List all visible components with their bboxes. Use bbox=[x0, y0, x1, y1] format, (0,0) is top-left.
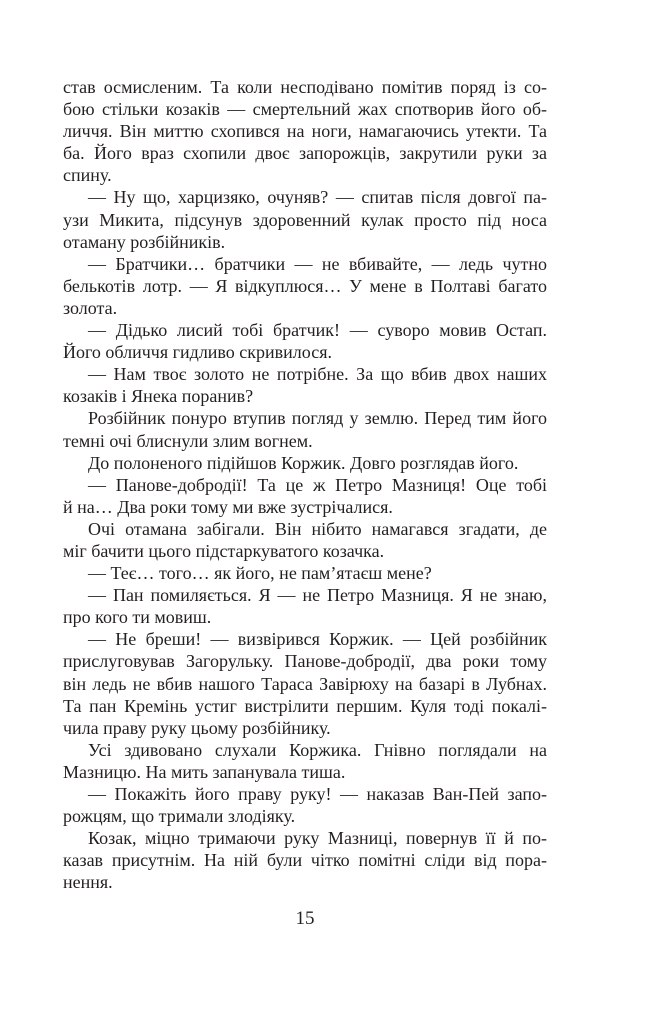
paragraph bbox=[63, 827, 547, 893]
text-line: Очі отамана забігали. Він нібито намагався згадати, де bbox=[88, 518, 547, 539]
paragraph bbox=[63, 783, 547, 827]
text-line: нення. bbox=[63, 872, 113, 893]
text-line: Усі здивовано слухали Коржика. Гнівно поглядали на bbox=[88, 739, 547, 760]
text-line: він ледь не вбив нашого Тараса Завірюху на базарі в Лубнах. bbox=[63, 673, 547, 694]
paragraph bbox=[63, 584, 547, 628]
text-line: став осмисленим. Та коли несподівано помітив поряд із со- bbox=[63, 77, 547, 97]
paragraph bbox=[63, 562, 547, 584]
text-line: — Нам твоє золото не потрібне. За що вбив двох наших bbox=[88, 364, 547, 385]
page-number: 15 bbox=[295, 908, 315, 929]
paragraph bbox=[63, 739, 547, 783]
text-line: прислуговував Загорульку. Панове-добродії, два роки тому bbox=[63, 651, 547, 672]
paragraph bbox=[63, 452, 547, 474]
text-line: спину. bbox=[63, 165, 112, 186]
text-line: — Дідько лисий тобі братчик! — суворо мовив Остап. bbox=[88, 320, 547, 341]
text-line: про кого ти мовиш. bbox=[63, 607, 212, 628]
text-line: казав присутнім. На ній були чітко помітні сліди від пора- bbox=[63, 850, 547, 871]
text-line: темні очі блиснули злим вогнем. bbox=[63, 430, 313, 451]
text-line: Та пан Кремінь устиг вистрілити першим. Куля тоді покалі- bbox=[63, 695, 547, 716]
text-line: бою стільки козаків — смертельний жах спотворив його об- bbox=[63, 99, 547, 120]
text-line: — Теє… того… як його, не пам’ятаєш мене? bbox=[88, 563, 432, 584]
text-line: й на… Два роки тому ми вже зустрічалися. bbox=[63, 496, 393, 517]
text-line: Розбійник понуро втупив погляд у землю. Перед тим його bbox=[88, 408, 547, 429]
paragraph bbox=[63, 628, 547, 738]
text-line: Його обличчя гидливо скривилося. bbox=[63, 342, 333, 363]
text-line: личчя. Він миттю схопився на ноги, намагаючись утекти. Та bbox=[63, 121, 547, 142]
paragraph bbox=[63, 474, 547, 518]
text-line: золота. bbox=[63, 297, 118, 318]
text-line: Мазницю. На мить запанувала тиша. bbox=[63, 761, 346, 782]
paragraph bbox=[63, 363, 547, 407]
text-line: — Пан помиляється. Я — не Петро Мазниця. Я не знаю, bbox=[88, 585, 547, 606]
text-line: — Покажіть його праву руку! — наказав Ван-Пей запо- bbox=[88, 784, 547, 804]
text-line: белькотів лотр. — Я відкуплюся… У мене в Полтаві багато bbox=[63, 275, 547, 296]
text-line: міг бачити цього підстаркуватого козачка. bbox=[63, 540, 385, 561]
paragraph bbox=[63, 253, 547, 319]
text-line: узи Микита, підсунув здоровенний кулак просто під носа bbox=[63, 209, 547, 230]
text-line: ба. Його враз схопили двоє запорожців, закрутили руки за bbox=[63, 143, 547, 164]
text-line: Козак, міцно тримаючи руку Мазниці, повернув її й по- bbox=[88, 828, 547, 849]
paragraph bbox=[63, 407, 547, 451]
text-line: чила праву руку цьому розбійнику. bbox=[63, 717, 331, 738]
text-line: До полоненого підійшов Коржик. Довго розглядав його. bbox=[88, 452, 519, 473]
paragraph bbox=[63, 518, 547, 562]
paragraph bbox=[63, 186, 547, 252]
text-line: — Панове-добродії! Та це ж Петро Мазниця! Оце тобі bbox=[88, 474, 547, 495]
paragraph bbox=[63, 76, 547, 186]
paragraph bbox=[63, 319, 547, 363]
text-line: отаману розбійників. bbox=[63, 231, 226, 252]
text-line: рожцям, що тримали злодіяку. bbox=[63, 806, 296, 827]
text-line: — Не бреши! — визвірився Коржик. — Цей розбійник bbox=[88, 629, 547, 650]
body-text bbox=[63, 76, 547, 893]
text-line: — Ну що, харцизяко, очуняв? — спитав після довгої па- bbox=[88, 187, 547, 208]
text-line: козаків і Янека поранив? bbox=[63, 386, 254, 407]
text-line: — Братчики… братчики — не вбивайте, — ледь чутно bbox=[88, 253, 547, 274]
